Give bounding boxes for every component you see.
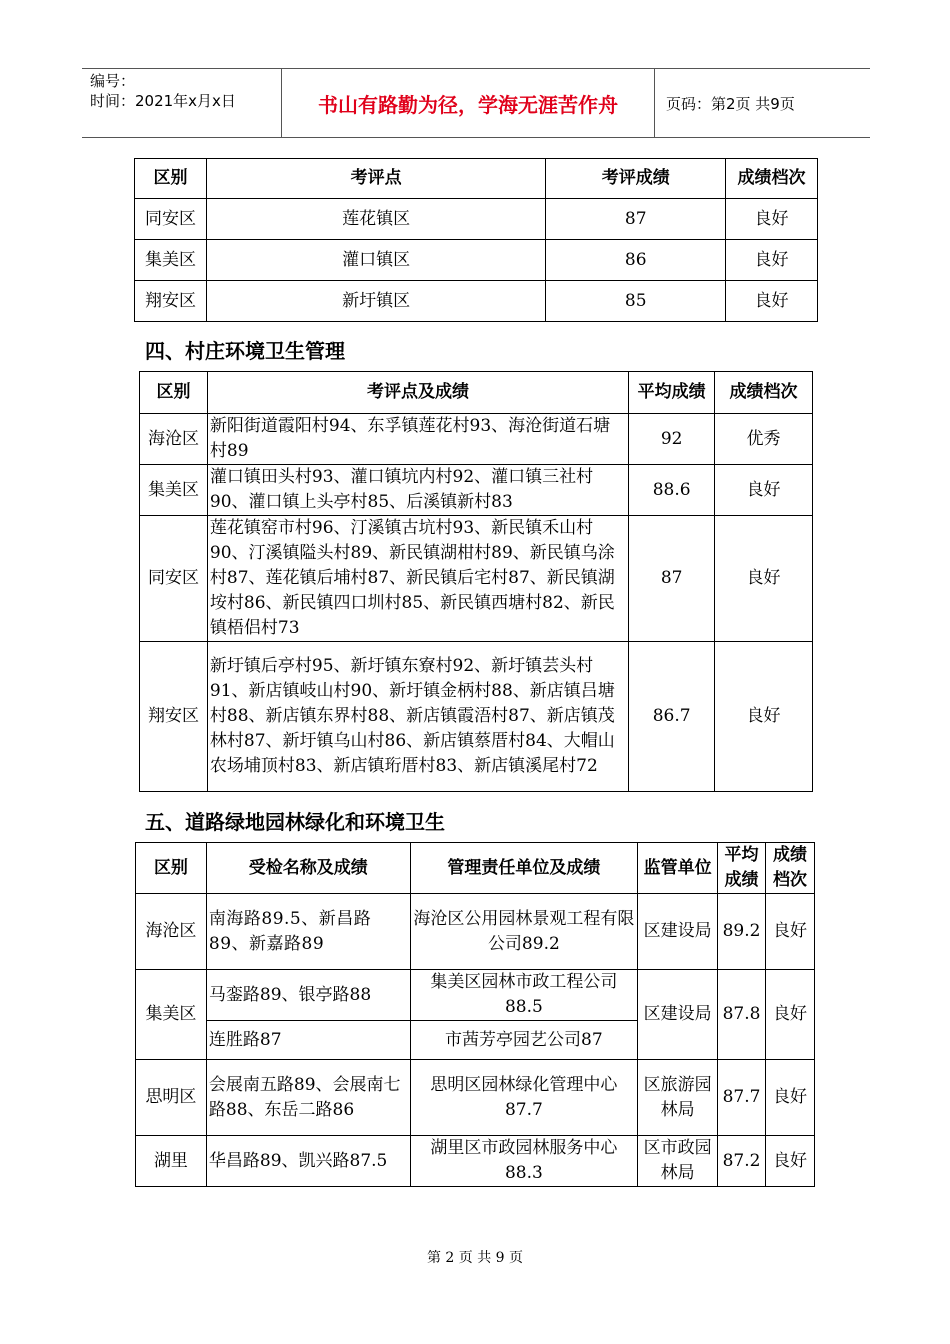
cell-grade: 优秀 [715, 414, 813, 465]
table-row [136, 894, 815, 970]
cell-district: 同安区 [135, 199, 207, 240]
table-header-row [136, 843, 815, 894]
section-title-roads: 五、道路绿地园林绿化和环境卫生 [145, 810, 445, 834]
col-header: 考评点及成绩 [207, 372, 628, 414]
col-header: 区别 [135, 159, 207, 199]
table-town-scores [134, 158, 818, 322]
cell-unit: 市茜芳亭园艺公司87 [410, 1021, 638, 1060]
header-motto: 书山有路勤为径，学海无涯苦作舟 [282, 69, 655, 137]
cell-district: 集美区 [135, 240, 207, 281]
cell-grade: 良好 [715, 465, 813, 516]
cell-avg: 92 [629, 414, 715, 465]
cell-grade: 良好 [715, 516, 813, 642]
cell-grade: 良好 [766, 894, 815, 970]
cell-score: 86 [546, 240, 726, 281]
cell-unit: 湖里区市政园林服务中心88.3 [410, 1136, 638, 1187]
table-row [140, 414, 813, 465]
cell-district: 湖里 [136, 1136, 207, 1187]
cell-roads: 马銮路89、银亭路88 [206, 970, 410, 1021]
cell-grade: 良好 [726, 240, 818, 281]
cell-grade: 良好 [715, 642, 813, 792]
header-meta [82, 69, 282, 137]
cell-grade: 良好 [766, 1060, 815, 1136]
cell-avg: 87.2 [718, 1136, 766, 1187]
col-header: 监管单位 [638, 843, 718, 894]
col-header: 考评点 [206, 159, 545, 199]
cell-district: 海沧区 [140, 414, 208, 465]
cell-point: 灌口镇区 [206, 240, 545, 281]
cell-point: 莲花镇区 [206, 199, 545, 240]
col-header: 区别 [136, 843, 207, 894]
cell-unit: 集美区园林市政工程公司88.5 [410, 970, 638, 1021]
cell-score: 87 [546, 199, 726, 240]
cell-avg: 87.8 [718, 970, 766, 1060]
page-footer: 第 2 页 共 9 页 [426, 1250, 524, 1266]
cell-avg: 87 [629, 516, 715, 642]
table-row [140, 642, 813, 792]
col-header: 区别 [140, 372, 208, 414]
table-row [136, 1060, 815, 1136]
table-row [140, 465, 813, 516]
cell-unit: 思明区园林绿化管理中心87.7 [410, 1060, 638, 1136]
col-header: 成绩档次 [766, 843, 815, 894]
cell-district: 翔安区 [140, 642, 208, 792]
cell-district: 翔安区 [135, 281, 207, 322]
section-title-village: 四、村庄环境卫生管理 [145, 339, 345, 363]
table-row [136, 1136, 815, 1187]
cell-district: 集美区 [136, 970, 207, 1060]
page-header [82, 68, 870, 138]
cell-roads: 会展南五路89、会展南七路88、东岳二路86 [206, 1060, 410, 1136]
cell-unit: 海沧区公用园林景观工程有限公司89.2 [410, 894, 638, 970]
col-header: 成绩档次 [726, 159, 818, 199]
cell-supervisor: 区旅游园林局 [638, 1060, 718, 1136]
cell-avg: 88.6 [629, 465, 715, 516]
cell-avg: 89.2 [718, 894, 766, 970]
number-label: 编号： [90, 72, 136, 90]
cell-roads: 华昌路89、凯兴路87.5 [206, 1136, 410, 1187]
table-row [135, 281, 818, 322]
cell-supervisor: 区建设局 [638, 970, 718, 1060]
col-header: 考评成绩 [546, 159, 726, 199]
cell-points: 新阳街道霞阳村94、东孚镇莲花村93、海沧街道石塘村89 [207, 414, 628, 465]
col-header: 平均成绩 [718, 843, 766, 894]
table-header-row [135, 159, 818, 199]
col-header: 成绩档次 [715, 372, 813, 414]
cell-points: 灌口镇田头村93、灌口镇坑内村92、灌口镇三社村90、灌口镇上头亭村85、后溪镇新村83 [207, 465, 628, 516]
header-page-label: 页码：第2页 共9页 [666, 94, 795, 113]
cell-grade: 良好 [726, 199, 818, 240]
table-row [135, 199, 818, 240]
cell-district: 集美区 [140, 465, 208, 516]
cell-supervisor: 区市政园林局 [638, 1136, 718, 1187]
col-header: 平均成绩 [629, 372, 715, 414]
cell-points: 新圩镇后亭村95、新圩镇东寮村92、新圩镇芸头村91、新店镇岐山村90、新圩镇金柄村88、新店镇吕塘村88、新店镇东界村88、新店镇霞浯村87、新店镇茂林村87、新圩镇乌山村86、新店镇蔡厝村84、大帽山农场埔顶村83、新店镇珩厝村83、新店镇溪尾村72 [207, 642, 628, 792]
col-header: 受检名称及成绩 [206, 843, 410, 894]
table-row [136, 970, 815, 1021]
cell-roads: 南海路89.5、新昌路89、新嘉路89 [206, 894, 410, 970]
cell-points: 莲花镇窑市村96、汀溪镇古坑村93、新民镇禾山村90、汀溪镇隘头村89、新民镇湖柑村89、新民镇乌涂村87、莲花镇后埔村87、新民镇后宅村87、新民镇湖垵村86、新民镇四口圳村85、新民镇西塘村82、新民镇梧侣村73 [207, 516, 628, 642]
cell-district: 海沧区 [136, 894, 207, 970]
cell-district: 思明区 [136, 1060, 207, 1136]
cell-avg: 86.7 [629, 642, 715, 792]
cell-grade: 良好 [766, 1136, 815, 1187]
cell-district: 同安区 [140, 516, 208, 642]
table-header-row [140, 372, 813, 414]
cell-score: 85 [546, 281, 726, 322]
cell-grade: 良好 [766, 970, 815, 1060]
table-row [135, 240, 818, 281]
cell-grade: 良好 [726, 281, 818, 322]
cell-point: 新圩镇区 [206, 281, 545, 322]
time-label: 时间：2021年x月x日 [90, 92, 236, 110]
cell-supervisor: 区建设局 [638, 894, 718, 970]
cell-roads: 连胜路87 [206, 1021, 410, 1060]
cell-avg: 87.7 [718, 1060, 766, 1136]
table-road-greening [135, 842, 815, 1187]
table-row [140, 516, 813, 642]
col-header: 管理责任单位及成绩 [410, 843, 638, 894]
table-village-sanitation [139, 371, 813, 792]
